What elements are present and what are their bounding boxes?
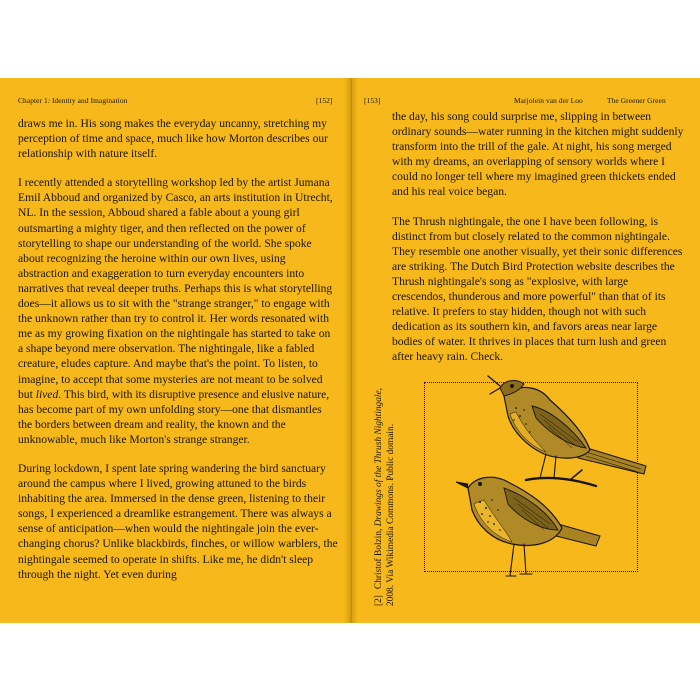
paragraph-text-part: . This bird, with its disruptive presence and elusive nature, has become part of my own unfolding story—one that dismantles the borders between dream and reality, the known and the unknowable, much like Morton's strange stranger. [18,387,330,446]
right-body-text [392,109,684,365]
book-gutter [344,78,358,623]
caption-artwork-title: Drawings of the Thrush Nightingale [374,390,384,527]
figure-caption [373,376,409,606]
left-header-page-number: [152] [316,96,333,105]
caption-text-before: Christof Bolzin, [374,526,384,590]
right-header-page-number: [153] [364,96,381,105]
right-header-author: Marjolein van der Loo [514,96,583,105]
left-body-text [18,116,338,582]
paragraph-text-part: I recently attended a storytelling workshop led by the artist Jumana Emil Abboud and organized by Casco, an arts institution in Utrecht, NL. In the session, Abboud shared a fable about a young girl outsmarting a mighty tiger, and then reflected on the power of storytelling to shape our understanding of the world. She spoke about recognizing the heroine within our own lives, using abstraction and exaggeration to turn everyday encounters into narratives that reveal deeper truths. Perhaps this is what storytelling does—it allows us to sit with the "strange stranger," to engage with the unknown rather than try to control it. Her words resonated with me as my growing fixation on the nightingale has started to take on a shape beyond mere observation. The nightingale, like a fabled creature, eludes capture. And maybe that's the point. To listen, to imagine, to accept that some mysteries are not meant to be solved but [18,176,333,401]
left-paragraph-3: During lockdown, I spent late spring wandering the bird sanctuary around the campus where I lived, growing attuned to the birds inhabiting the area. Immersed in the dense green, listening to their songs, I experienced a dreamlike estrangement. There was always a sense of anticipation—when would the nightingale join the ever-changing chorus? Unlike blackbirds, finches, or willow warblers, the nightingale seemed to operate in shifts. Like me, he didn't sleep through the night. Yet even during [18,461,338,581]
right-paragraph-2: The Thrush nightingale, the one I have been following, is distinct from but closely related to the common nightingale. They resemble one another visually, yet their sonic differences are striking. The Dutch Bird Protection website describes the Thrush nightingale's song as "explosive, with large crescendos, thunderous and more powerful" than that of its relative. It prefers to stay hidden, though not with such dedication as its southern kin, and favors areas near large bodies of water. It thrives in places that turn lush and green after heavy rain. Check. [392,214,683,364]
left-header-chapter: Chapter 1: Identity and Imagination [18,96,128,105]
right-header-title: The Greener Green [607,96,666,105]
figure-number: [2] [374,595,384,606]
left-paragraph-2 [18,175,338,447]
caption-text-after: , 2008. Via Wikimedia Commons. Public domain. [374,388,396,606]
left-page [0,78,346,623]
book-spread [0,78,700,623]
italic-emphasis: lived [35,387,59,401]
left-paragraph-1: draws me in. His song makes the everyday uncanny, stretching my perception of time and space, much like how Morton describes our relationship with nature itself. [18,117,329,161]
right-page [358,78,700,623]
thrush-nightingale-lower-illustration [454,470,604,588]
right-paragraph-1: the day, his song could surprise me, slipping in between ordinary sounds—water running in the kitchen might suddenly transform into the trill of the gale. At night, his song merged with my dreams, an overlapping of sensory worlds where I could no longer tell where my imagined green thickets ended and his real voice began. [392,110,684,199]
